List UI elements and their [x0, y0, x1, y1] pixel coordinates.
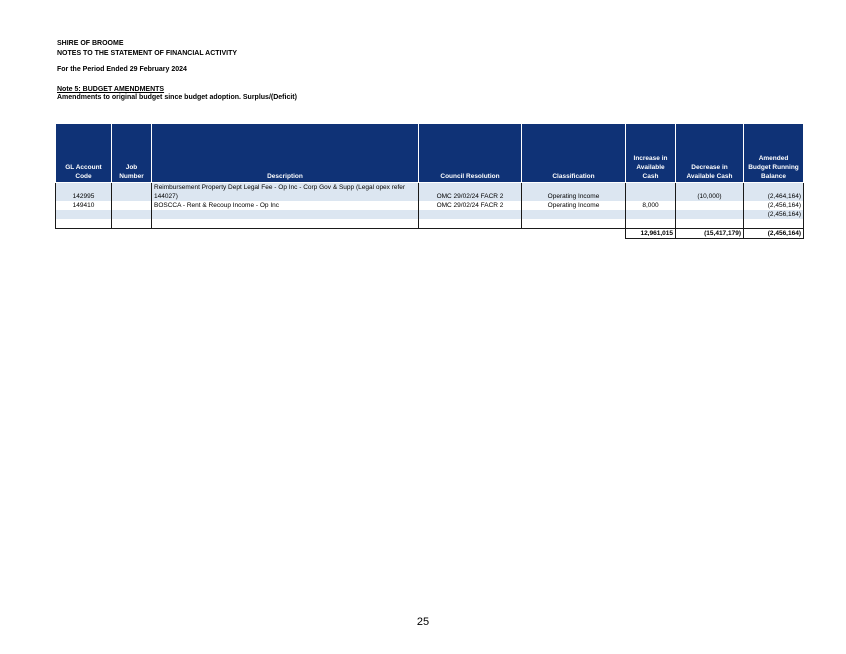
- period-label: For the Period Ended 29 February 2024: [57, 66, 187, 73]
- gl-code-cell: 149410: [56, 201, 112, 210]
- col-classification: Classification: [522, 124, 626, 183]
- classification-cell: Operating Income: [522, 201, 626, 210]
- col-amended-balance: Amended Budget Running Balance: [744, 124, 804, 183]
- budget-amendments-table: [55, 123, 804, 239]
- note-subtitle: Amendments to original budget since budget adoption. Surplus/(Deficit): [57, 94, 297, 101]
- table-row: [56, 183, 804, 202]
- resolution-cell: OMC 29/02/24 FACR 2: [419, 183, 522, 202]
- col-gl-account: GL Account Code: [56, 124, 112, 183]
- notes-title: NOTES TO THE STATEMENT OF FINANCIAL ACTIVITY: [57, 50, 238, 57]
- decrease-cell: [676, 210, 744, 219]
- classification-cell: Operating Income: [522, 183, 626, 202]
- balance-cell: (2,464,164): [744, 183, 804, 202]
- table-row: [56, 201, 804, 210]
- description-cell: Reimbursement Property Dept Legal Fee - Op Inc - Corp Gov & Supp (Legal opex refer 144027): [152, 183, 419, 202]
- increase-cell: [626, 183, 676, 202]
- classification-cell: [522, 210, 626, 219]
- org-name: SHIRE OF BROOME: [57, 40, 124, 47]
- gl-code-cell: [56, 210, 112, 219]
- gl-code-cell: 142995: [56, 183, 112, 202]
- table-header-row: [56, 124, 804, 183]
- col-decrease: Decrease in Available Cash: [676, 124, 744, 183]
- col-council-resolution: Council Resolution: [419, 124, 522, 183]
- increase-cell: [626, 210, 676, 219]
- page-number: 25: [416, 616, 430, 628]
- increase-cell: 8,000: [626, 201, 676, 210]
- totals-row: [56, 229, 804, 239]
- decrease-cell: (10,000): [676, 183, 744, 202]
- balance-cell: (2,456,164): [744, 210, 804, 219]
- description-cell: BOSCCA - Rent & Recoup Income - Op Inc: [152, 201, 419, 210]
- total-increase: 12,961,015: [626, 229, 676, 239]
- total-balance: (2,456,164): [744, 229, 804, 239]
- col-description: Description: [152, 124, 419, 183]
- note-title: Note 5: BUDGET AMENDMENTS: [57, 86, 165, 93]
- job-number-cell: [112, 210, 152, 219]
- job-number-cell: [112, 183, 152, 202]
- resolution-cell: [419, 210, 522, 219]
- col-job-number: Job Number: [112, 124, 152, 183]
- resolution-cell: OMC 29/02/24 FACR 2: [419, 201, 522, 210]
- col-increase: Increase in Available Cash: [626, 124, 676, 183]
- total-decrease: (15,417,179): [676, 229, 744, 239]
- decrease-cell: [676, 201, 744, 210]
- table-row-blank: [56, 219, 804, 229]
- job-number-cell: [112, 201, 152, 210]
- table-row: [56, 210, 804, 219]
- description-cell: [152, 210, 419, 219]
- balance-cell: (2,456,164): [744, 201, 804, 210]
